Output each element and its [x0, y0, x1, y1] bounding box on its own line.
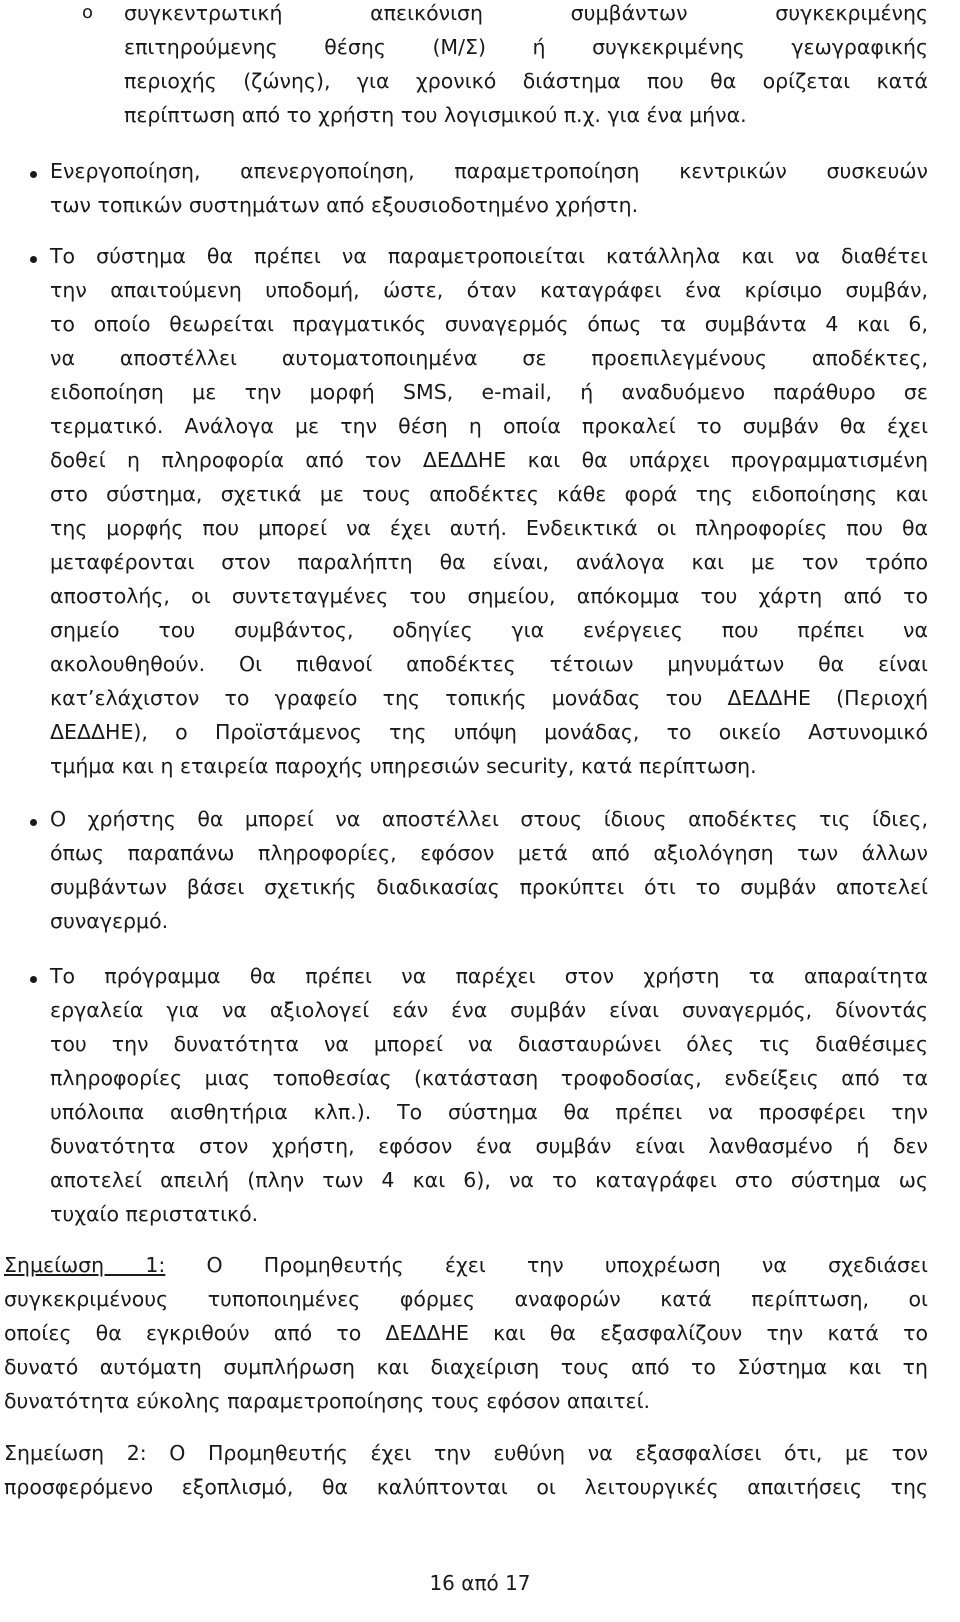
text-line: το οποίο θεωρείται πραγματικός συναγερμός όπως τα συμβάντα 4 και 6, [50, 312, 928, 336]
text-line: πληροφορίες μιας τοποθεσίας (κατάσταση τροφοδοσίας, ενδείξεις από τα [50, 1066, 928, 1090]
text-line: ακολουθηθούν. Οι πιθανοί αποδέκτες τέτοιων μηνυμάτων θα είναι [50, 652, 928, 676]
text-line: σημείο του συμβάντος, οδηγίες για ενέργειες που πρέπει να [50, 618, 928, 642]
text-line: Σημείωση 2: Ο Προμηθευτής έχει την ευθύνη να εξασφαλίσει ότι, με τον [4, 1441, 928, 1465]
text-line: την απαιτούμενη υποδομή, ώστε, όταν καταγράφει ένα κρίσιμο συμβάν, [50, 278, 928, 302]
text-line: των τοπικών συστημάτων από εξουσιοδοτημένο χρήστη. [50, 193, 639, 217]
text-line: όπως παραπάνω πληροφορίες, εφόσον μετά από αξιολόγηση των άλλων [50, 841, 928, 865]
text-line: συγκεκριμένους τυποποιημένες φόρμες αναφορών κατά περίπτωση, οι [4, 1287, 928, 1311]
text-line: δυνατό αυτόματη συμπλήρωση και διαχείριση τους από το Σύστημα και τη [4, 1355, 928, 1379]
note-1-label: Σημείωση 1: [4, 1253, 166, 1277]
text-line: ειδοποίηση με την μορφή SMS, e-mail, ή αναδυόμενο παράθυρο σε [50, 380, 928, 404]
text-line: αποστολής, οι συντεταγμένες του σημείου, απόκομμα του χάρτη από το [50, 584, 928, 608]
sub-bullet-marker: o [82, 2, 94, 23]
text-line: εργαλεία για να αξιολογεί εάν ένα συμβάν είναι συναγερμός, δίνοντάς [50, 998, 928, 1022]
text-line: της μορφής που μπορεί να έχει αυτή. Ενδεικτικά οι πληροφορίες που θα [50, 516, 928, 540]
text-line: δυνατότητα στον χρήστη, εφόσον ένα συμβάν είναι λανθασμένο ή δεν [50, 1134, 928, 1158]
text-line: μεταφέρονται στον παραλήπτη θα είναι, ανάλογα και με τον τρόπο [50, 550, 928, 574]
text-line: περίπτωση από το χρήστη του λογισμικού π.χ. για ένα μήνα. [124, 103, 747, 127]
text-line: συμβάντων βάσει σχετικής διαδικασίας προκύπτει ότι το συμβάν αποτελεί [50, 875, 928, 899]
text-line: περιοχής (ζώνης), για χρονικό διάστημα που θα ορίζεται κατά [124, 69, 928, 93]
bullet-icon [30, 171, 37, 178]
text-line: του την δυνατότητα να μπορεί να διασταυρώνει όλες τις διαθέσιμες [50, 1032, 928, 1056]
page-number: 16 από 17 [429, 1571, 531, 1595]
text-line: δοθεί η πληροφορία από τον ΔΕΔΔΗΕ και θα υπάρχει προγραμματισμένη [50, 448, 928, 472]
note-1-first-line [4, 1248, 928, 1282]
text-line: Ενεργοποίηση, απενεργοποίηση, παραμετροποίηση κεντρικών συσκευών [50, 159, 928, 183]
text-line: δυνατότητα εύκολης παραμετροποίησης τους εφόσον απαιτεί. [4, 1389, 651, 1413]
text-line: στο σύστημα, σχετικά με τους αποδέκτες κάθε φορά της ειδοποίησης και [50, 482, 928, 506]
text-line: συναγερμό. [50, 909, 169, 933]
text-line: τμήμα και η εταιρεία παροχής υπηρεσιών security, κατά περίπτωση. [50, 754, 757, 778]
text-line: επιτηρούμενης θέσης (Μ/Σ) ή συγκεκριμένης γεωγραφικής [124, 35, 928, 59]
note-1-first-line-text: Ο Προμηθευτής έχει την υποχρέωση να σχεδιάσει [165, 1253, 928, 1277]
bullet-icon [30, 256, 37, 263]
bullet-icon [30, 976, 37, 983]
bullet-icon [30, 819, 37, 826]
text-line: ΔΕΔΔΗΕ), ο Προϊστάμενος της υπόψη μονάδας, το οικείο Αστυνομικό [50, 720, 928, 744]
text-line: οποίες θα εγκριθούν από το ΔΕΔΔΗΕ και θα εξασφαλίζουν την κατά το [4, 1321, 928, 1345]
text-line: Ο χρήστης θα μπορεί να αποστέλλει στους ίδιους αποδέκτες τις ίδιες, [50, 807, 928, 831]
text-line: αποτελεί απειλή (πλην των 4 και 6), να το καταγράφει στο σύστημα ως [50, 1168, 928, 1192]
text-line: Το πρόγραμμα θα πρέπει να παρέχει στον χρήστη τα απαραίτητα [50, 964, 928, 988]
text-line: τερματικό. Ανάλογα με την θέση η οποία προκαλεί το συμβάν θα έχει [50, 414, 928, 438]
text-line: τυχαίο περιστατικό. [50, 1202, 259, 1226]
text-line: κατ’ελάχιστον το γραφείο της τοπικής μονάδας του ΔΕΔΔΗΕ (Περιοχή [50, 686, 928, 710]
text-line: προσφερόμενο εξοπλισμό, θα καλύπτονται οι λειτουργικές απαιτήσεις της [4, 1475, 928, 1499]
text-line: Το σύστημα θα πρέπει να παραμετροποιείται κατάλληλα και να διαθέτει [50, 244, 928, 268]
text-line: να αποστέλλει αυτοματοποιημένα σε προεπιλεγμένους αποδέκτες, [50, 346, 928, 370]
text-line: συγκεντρωτική απεικόνιση συμβάντων συγκεκριμένης [124, 1, 928, 25]
text-line: υπόλοιπα αισθητήρια κλπ.). Το σύστημα θα πρέπει να προσφέρει την [50, 1100, 928, 1124]
